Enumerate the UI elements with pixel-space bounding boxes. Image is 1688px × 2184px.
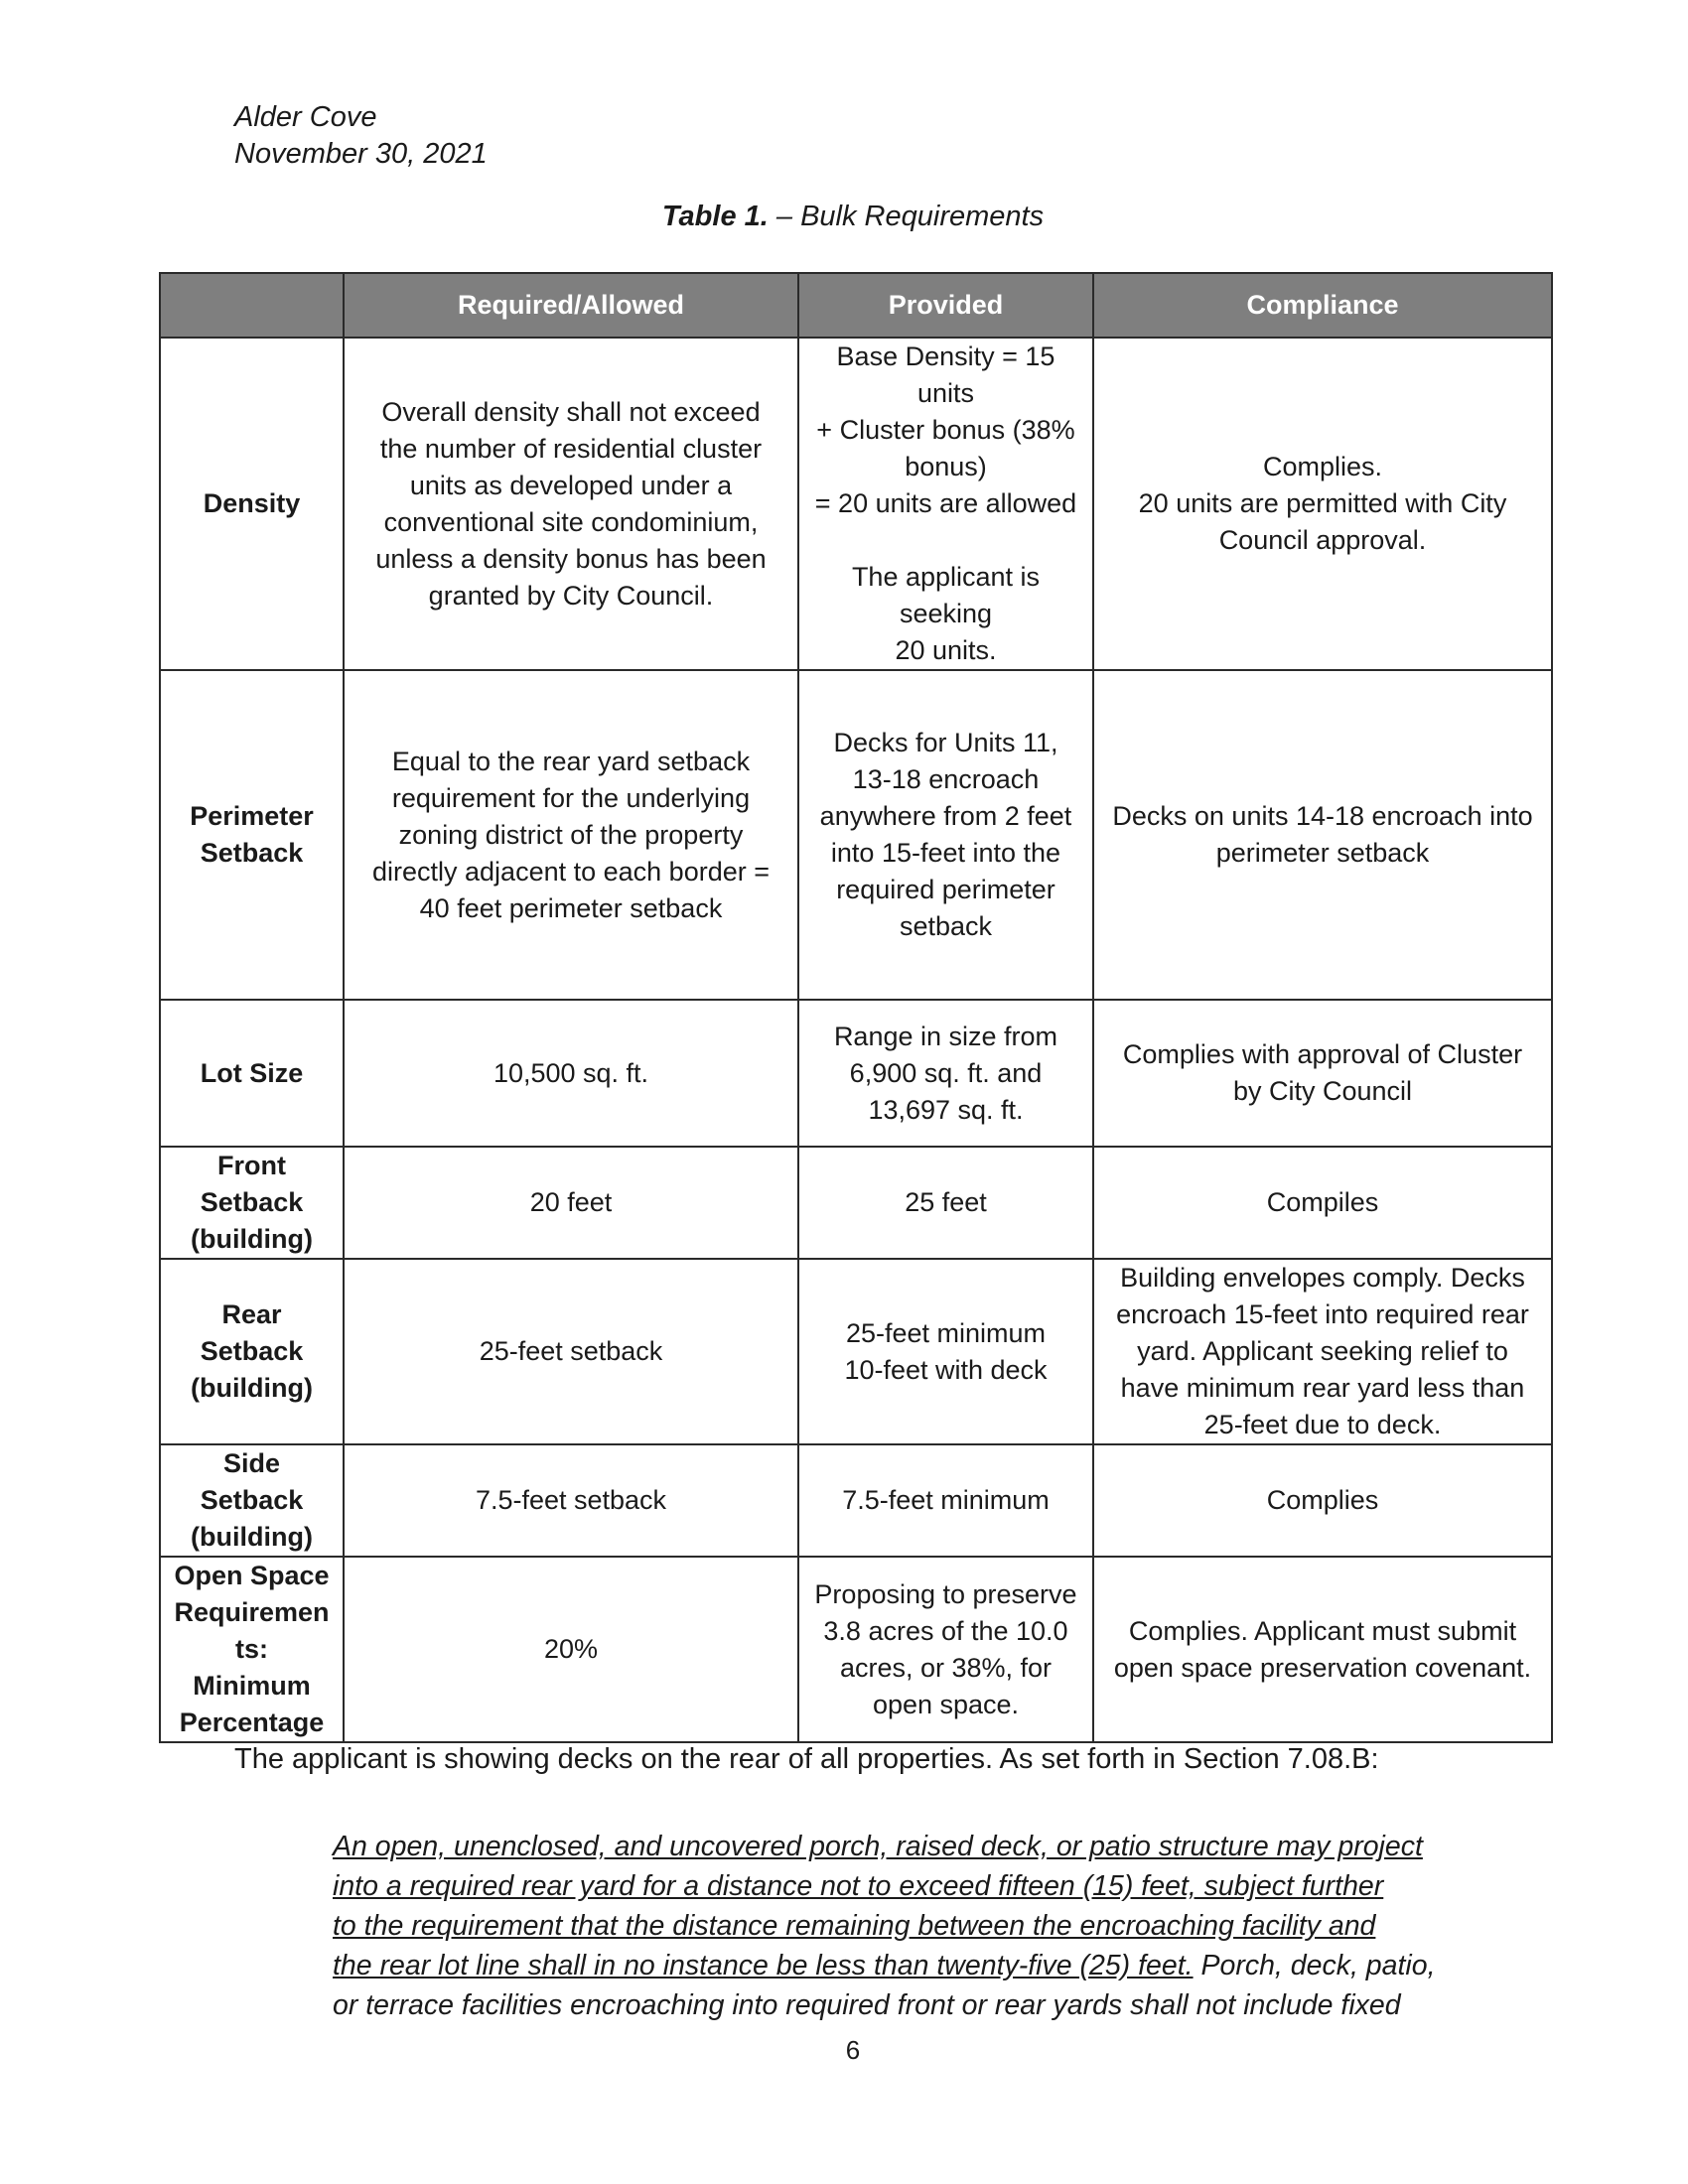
cell-text-line: Range in size from xyxy=(833,1021,1058,1051)
required-cell xyxy=(344,1147,798,1259)
quote-line: or terrace facilities encroaching into required front or rear yards shall not include fixed xyxy=(333,1989,1401,2021)
cell-text-line: into 15-feet into the xyxy=(830,838,1061,868)
cell-text-line: (building) xyxy=(191,1522,313,1552)
compliance-cell xyxy=(1093,1259,1552,1444)
body-paragraph: The applicant is showing decks on the rear of all properties. As set forth in Section 7.08.B: xyxy=(234,1743,1379,1775)
cell-text-line: encroach 15-feet into required rear xyxy=(1116,1299,1529,1329)
cell-text-line: directly adjacent to each border = xyxy=(372,856,770,887)
quote-underlined-line: to the requirement that the distance remaining between the encroaching facility and xyxy=(333,1910,1376,1942)
column-header: Compliance xyxy=(1093,273,1552,338)
cell-text-line: 7.5-feet minimum xyxy=(842,1485,1050,1515)
table-caption xyxy=(0,201,1688,233)
provided-cell xyxy=(798,1147,1093,1259)
cell-text-line: units xyxy=(916,378,975,408)
cell-text-line: Side Setback xyxy=(200,1448,304,1515)
cell-text-line: 7.5-feet setback xyxy=(475,1485,667,1515)
cell-text-line: Building envelopes comply. Decks xyxy=(1120,1263,1525,1293)
cell-text-line: required perimeter xyxy=(836,875,1055,904)
row-label-cell xyxy=(160,338,344,670)
cell-text-line: Lot Size xyxy=(200,1057,304,1088)
column-header: Provided xyxy=(798,273,1093,338)
row-label-cell xyxy=(160,1259,344,1444)
cell-text-line: 20 units are permitted with City xyxy=(1138,488,1507,518)
cell-text-line: Base Density = 15 xyxy=(836,341,1055,371)
cell-text-line: unless a density bonus has been xyxy=(375,543,767,574)
cell-text-line: zoning district of the property xyxy=(398,819,744,850)
cell-text-line: bonus) xyxy=(905,452,987,481)
cell-text-line: conventional site condominium, xyxy=(383,506,759,537)
cell-text-line: yard. Applicant seeking relief to xyxy=(1137,1336,1508,1366)
document-header xyxy=(234,99,488,173)
cell-text-line xyxy=(809,522,1082,559)
cell-text-line: + Cluster bonus (38% xyxy=(816,415,1075,445)
table-row xyxy=(160,670,1552,1000)
project-name: Alder Cove xyxy=(234,101,377,133)
cell-text-line: Setback xyxy=(200,1187,304,1217)
bulk-requirements-table xyxy=(159,272,1553,1743)
cell-text-line: = 20 units are allowed xyxy=(814,488,1077,518)
table-row xyxy=(160,1444,1552,1557)
cell-text-line: setback xyxy=(899,911,993,941)
cell-text-line: 25-feet due to deck. xyxy=(1203,1410,1442,1439)
quote-underlined-line: into a required rear yard for a distance not to exceed fifteen (15) feet, subject further xyxy=(333,1870,1384,1902)
row-label-cell xyxy=(160,1557,344,1742)
table-caption-title: – Bulk Requirements xyxy=(768,201,1045,232)
compliance-cell xyxy=(1093,1557,1552,1742)
cell-text-line: open space. xyxy=(872,1689,1020,1719)
cell-text-line: Equal to the rear yard setback xyxy=(391,746,751,776)
cell-text-line: 40 feet perimeter setback xyxy=(419,892,723,923)
cell-text-line: 13,697 sq. ft. xyxy=(868,1094,1024,1125)
cell-text-line: Decks for Units 11, xyxy=(833,728,1058,757)
table-header-row xyxy=(160,273,1552,338)
compliance-cell xyxy=(1093,1444,1552,1557)
row-label-cell xyxy=(160,1000,344,1147)
compliance-cell xyxy=(1093,1000,1552,1147)
cell-text-line: (building) xyxy=(191,1224,313,1254)
cell-text-line: Setback xyxy=(200,838,304,868)
required-cell xyxy=(344,338,798,670)
cell-text-line: 3.8 acres of the 10.0 xyxy=(823,1615,1068,1646)
cell-text-line: anywhere from 2 feet xyxy=(819,801,1072,831)
cell-text-line: open space preservation covenant. xyxy=(1113,1652,1532,1683)
cell-text-line: by City Council xyxy=(1232,1076,1413,1106)
cell-text-line: ts: xyxy=(235,1634,268,1664)
column-header xyxy=(160,273,344,338)
cell-text-line: Open Space xyxy=(174,1561,330,1590)
cell-text-line: granted by City Council. xyxy=(428,580,714,611)
cell-text-line: Overall density shall not exceed xyxy=(381,396,761,427)
cell-text-line: perimeter setback xyxy=(1215,838,1430,868)
row-label-cell xyxy=(160,1444,344,1557)
table-row xyxy=(160,1259,1552,1444)
cell-text-line: Complies with approval of Cluster xyxy=(1122,1039,1523,1069)
cell-text-line: Requiremen xyxy=(174,1597,330,1627)
cell-text-line: 20% xyxy=(543,1634,599,1664)
provided-cell xyxy=(798,338,1093,670)
cell-text-line: 25 feet xyxy=(905,1187,987,1217)
cell-text-line: acres, or 38%, for xyxy=(839,1652,1053,1683)
cell-text-line: Complies xyxy=(1266,1485,1379,1515)
cell-text-line: The applicant is xyxy=(851,562,1041,592)
column-header: Required/Allowed xyxy=(344,273,798,338)
table-caption-label: Table 1. xyxy=(661,201,769,232)
required-cell xyxy=(344,1259,798,1444)
required-cell xyxy=(344,1000,798,1147)
page-number: 6 xyxy=(845,2035,861,2065)
cell-text-line: seeking xyxy=(899,599,993,628)
row-label-cell xyxy=(160,670,344,1000)
cell-text-line: Council approval. xyxy=(1218,525,1427,555)
cell-text-line: Setback xyxy=(200,1336,304,1366)
table-row xyxy=(160,1557,1552,1742)
cell-text-line: Front xyxy=(217,1151,286,1180)
required-cell xyxy=(344,1444,798,1557)
cell-text-line: 6,900 sq. ft. and xyxy=(849,1057,1043,1088)
cell-text-line: requirement for the underlying xyxy=(391,782,751,813)
quote-line-continuation: Porch, deck, patio, xyxy=(1193,1950,1436,1981)
row-label-cell xyxy=(160,1147,344,1259)
cell-text-line: Decks on units 14-18 encroach into xyxy=(1112,801,1533,831)
provided-cell xyxy=(798,1000,1093,1147)
provided-cell xyxy=(798,1444,1093,1557)
required-cell xyxy=(344,1557,798,1742)
quote-underlined-line: An open, unenclosed, and uncovered porch, raised deck, or patio structure may project xyxy=(333,1831,1423,1862)
compliance-cell xyxy=(1093,1147,1552,1259)
cell-text-line: Compiles xyxy=(1266,1187,1379,1217)
cell-text-line: Density xyxy=(203,488,301,518)
cell-text-line: 25-feet setback xyxy=(479,1336,663,1366)
compliance-cell xyxy=(1093,338,1552,670)
cell-text-line: 10,500 sq. ft. xyxy=(492,1057,649,1088)
quote-underlined-line: the rear lot line shall in no instance be less than twenty-five (25) feet. xyxy=(333,1950,1194,1981)
compliance-cell xyxy=(1093,670,1552,1000)
cell-text-line: Percentage xyxy=(179,1707,325,1737)
cell-text-line: 25-feet minimum xyxy=(845,1317,1047,1348)
cell-text-line: Complies. Applicant must submit xyxy=(1128,1615,1517,1646)
provided-cell xyxy=(798,1259,1093,1444)
cell-text-line: (building) xyxy=(191,1373,313,1403)
cell-text-line: the number of residential cluster xyxy=(379,433,763,464)
cell-text-line: 10-feet with deck xyxy=(844,1354,1048,1385)
cell-text-line: have minimum rear yard less than xyxy=(1120,1373,1525,1403)
table-row xyxy=(160,338,1552,670)
cell-text-line: 13-18 encroach xyxy=(852,764,1040,794)
cell-text-line: 20 units. xyxy=(895,635,997,665)
document-date: November 30, 2021 xyxy=(234,138,488,170)
required-cell xyxy=(344,670,798,1000)
cell-text-line: units as developed under a xyxy=(409,470,733,500)
cell-text-line: 20 feet xyxy=(529,1187,613,1217)
cell-text-line: Complies. xyxy=(1262,452,1383,481)
cell-text-line: Minimum xyxy=(193,1671,311,1701)
table-row xyxy=(160,1000,1552,1147)
cell-text-line: Perimeter xyxy=(190,801,314,831)
table-row xyxy=(160,1147,1552,1259)
ordinance-quote xyxy=(333,1827,1484,2025)
cell-text-line: Rear xyxy=(221,1299,282,1329)
provided-cell xyxy=(798,1557,1093,1742)
cell-text-line: Proposing to preserve xyxy=(814,1578,1077,1609)
provided-cell xyxy=(798,670,1093,1000)
